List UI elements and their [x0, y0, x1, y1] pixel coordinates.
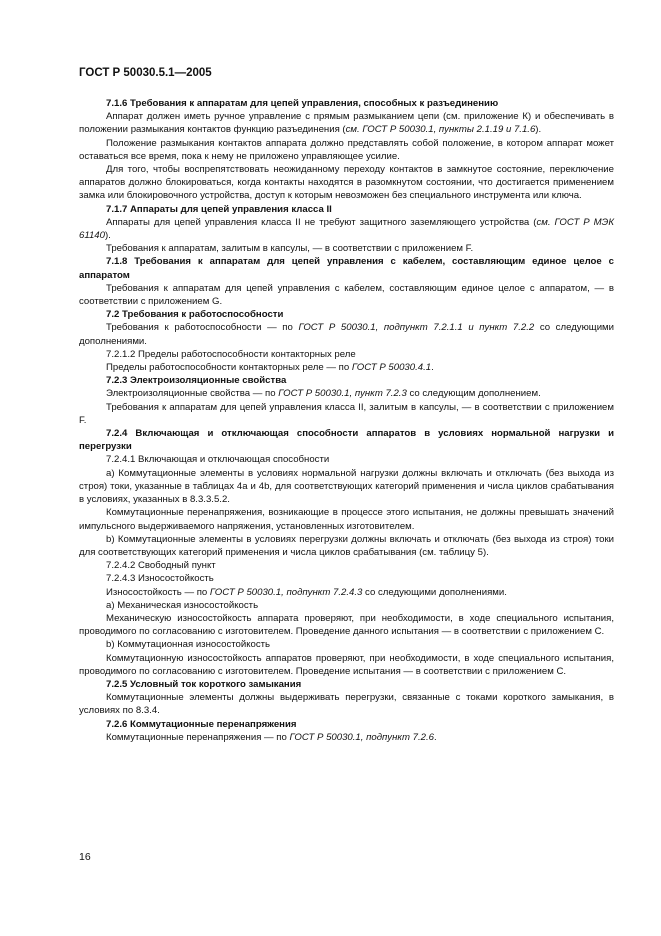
- text-run: Износостойкость — по: [106, 586, 210, 598]
- text-run: a) Механическая износостойкость: [106, 599, 259, 611]
- paragraph: [79, 612, 614, 638]
- text-run: ).: [104, 230, 111, 242]
- paragraph: [79, 137, 614, 163]
- reference-text: ГОСТ Р 50030.1, подпункт 7.2.6: [289, 731, 434, 743]
- text-run: b) Коммутационная износостойкость: [106, 639, 271, 651]
- reference-text: ГОСТ Р 50030.4.1: [351, 362, 432, 374]
- text-run: .: [431, 362, 434, 374]
- text-run: Коммутационную износостойкость аппаратов проверяют, при необходимости, в ходе специального испытания, проводимого по согласованию с изготовителем. Проведение испытания — в соответствии с приложением С.: [79, 652, 614, 677]
- paragraph: [79, 652, 614, 678]
- section-heading: [79, 97, 614, 110]
- text-run: Коммутационные перенапряжения — по: [106, 731, 290, 743]
- paragraph: [79, 586, 614, 599]
- reference-text: ГОСТ Р 50030.1, пункт 7.2.3: [278, 388, 407, 400]
- text-run: 7.1.8 Требования к аппаратам для цепей управления с кабелем, составляющим единое целое с аппаратом: [79, 256, 614, 281]
- section-heading: [79, 718, 614, 731]
- reference-text: см. ГОСТ Р МЭК 61140: [79, 216, 614, 242]
- text-run: 7.2.4.3 Износостойкость: [106, 573, 214, 585]
- section-heading: [79, 374, 614, 387]
- text-run: 7.2 Требования к работоспособности: [106, 309, 284, 321]
- text-run: Положение размыкания контактов аппарата должно представлять собой положение, в котором аппарат может оставаться все время, пока к нему не приложено управляющее усилие.: [79, 137, 614, 162]
- text-run: Пределы работоспособности контакторных реле — по: [106, 362, 352, 374]
- text-run: Аппараты для цепей управления класса II не требуют защитного заземляющего устройства (: [106, 216, 537, 228]
- paragraph: [79, 361, 614, 374]
- paragraph: [79, 559, 614, 572]
- text-run: 7.2.1.2 Пределы работоспособности контакторных реле: [106, 348, 356, 360]
- paragraph: [79, 242, 614, 255]
- text-run: Коммутационные элементы должны выдерживать перегрузки, связанные с токами короткого замыкания, в условиях по 8.3.4.: [79, 692, 614, 717]
- reference-text: ГОСТ Р 50030.1, подпункт 7.2.1.1 и пункт 7.2.2: [298, 322, 535, 334]
- text-run: со следующим дополнением.: [406, 388, 541, 400]
- reference-text: ГОСТ Р 50030.1, подпункт 7.2.4.3: [209, 586, 363, 598]
- document-header: ГОСТ Р 50030.5.1—2005: [79, 67, 212, 79]
- paragraph: [79, 506, 614, 532]
- section-heading: [79, 427, 614, 453]
- paragraph: [79, 282, 614, 308]
- text-run: Аппарат должен иметь ручное управление с прямым размыканием цепи (см. приложение К) и обеспечивать в положении размыкания контактов функцию разъединения (: [79, 111, 614, 136]
- text-run: Механическую износостойкость аппарата проверяют, при необходимости, в ходе специального испытания, проводимого по согласованию с изготовителем. Проведение данного испытания — в соответствии с приложением С.: [79, 612, 614, 638]
- page-number: 16: [79, 851, 91, 863]
- text-run: b) Коммутационные элементы в условиях перегрузки должны включать и отключать (без выхода из строя) токи для соответствующих категорий применения и числа циклов срабатывания (см. таблицу 5).: [79, 533, 614, 558]
- paragraph: [79, 348, 614, 361]
- text-run: Требования к аппаратам для цепей управления с кабелем, составляющим единое целое с аппаратом, — в соответствии с приложением G.: [79, 282, 614, 308]
- paragraph: [79, 599, 614, 612]
- document-body: [79, 97, 614, 744]
- text-run: .: [434, 731, 437, 743]
- text-run: 7.2.6 Коммутационные перенапряжения: [106, 718, 297, 730]
- paragraph: [79, 533, 614, 559]
- paragraph: [79, 453, 614, 466]
- paragraph: [79, 572, 614, 585]
- section-heading: [79, 203, 614, 216]
- text-run: Требования к аппаратам для цепей управления класса II, залитым в капсулы, — в соответствии с приложением F.: [79, 401, 614, 426]
- text-run: ).: [535, 124, 542, 136]
- text-run: со следующими дополнениями.: [79, 322, 615, 347]
- paragraph: [79, 216, 614, 242]
- text-run: 7.1.7 Аппараты для цепей управления класса II: [106, 203, 332, 215]
- text-run: со следующими дополнениями.: [362, 586, 507, 598]
- text-run: 7.2.4.1 Включающая и отключающая способности: [106, 454, 330, 466]
- text-run: Для того, чтобы воспрепятствовать неожиданному переходу контактов в замкнутое состояние, переключение аппаратов должно блокироваться, когда контакты находятся в разомкнутом состоянии, что достигается применением замка или блокировочного устройства, доступ к которым невозможен без специального инструмента или ключа.: [79, 164, 614, 202]
- text-run: Электроизоляционные свойства — по: [106, 388, 279, 400]
- paragraph: [79, 467, 614, 507]
- paragraph: [79, 638, 614, 651]
- text-run: Требования к работоспособности — по: [106, 322, 299, 334]
- paragraph: [79, 110, 614, 136]
- paragraph: [79, 321, 614, 347]
- text-run: 7.2.5 Условный ток короткого замыкания: [106, 678, 302, 690]
- paragraph: [79, 387, 614, 400]
- text-run: Коммутационные перенапряжения, возникающие в процессе этого испытания, не должны превышать значений импульсного выдерживаемого напряжения, установленных изготовителем.: [79, 507, 614, 532]
- paragraph: [79, 691, 614, 717]
- reference-text: см. ГОСТ Р 50030.1, пункты 2.1.19 и 7.1.6: [345, 124, 536, 136]
- text-run: 7.2.4 Включающая и отключающая способности аппаратов в условиях нормальной нагрузки и перегрузки: [79, 428, 614, 453]
- section-heading: [79, 255, 614, 281]
- section-heading: [79, 678, 614, 691]
- text-run: 7.2.4.2 Свободный пункт: [106, 560, 216, 572]
- paragraph: [79, 401, 614, 427]
- text-run: Требования к аппаратам, залитым в капсулы, — в соответствии с приложением F.: [106, 243, 474, 255]
- text-run: 7.1.6 Требования к аппаратам для цепей управления, способных к разъединению: [106, 98, 499, 109]
- paragraph: [79, 163, 614, 203]
- paragraph: [79, 731, 614, 744]
- text-run: a) Коммутационные элементы в условиях нормальной нагрузки должны включать и отключать (без выхода из строя) токи, указанные в таблицах 4а и 4b, для соответствующих категорий применения и числа циклов срабатывания в условиях, указанных в 8.3.3.5.2.: [79, 467, 614, 506]
- text-run: 7.2.3 Электроизоляционные свойства: [106, 375, 287, 387]
- section-heading: [79, 308, 614, 321]
